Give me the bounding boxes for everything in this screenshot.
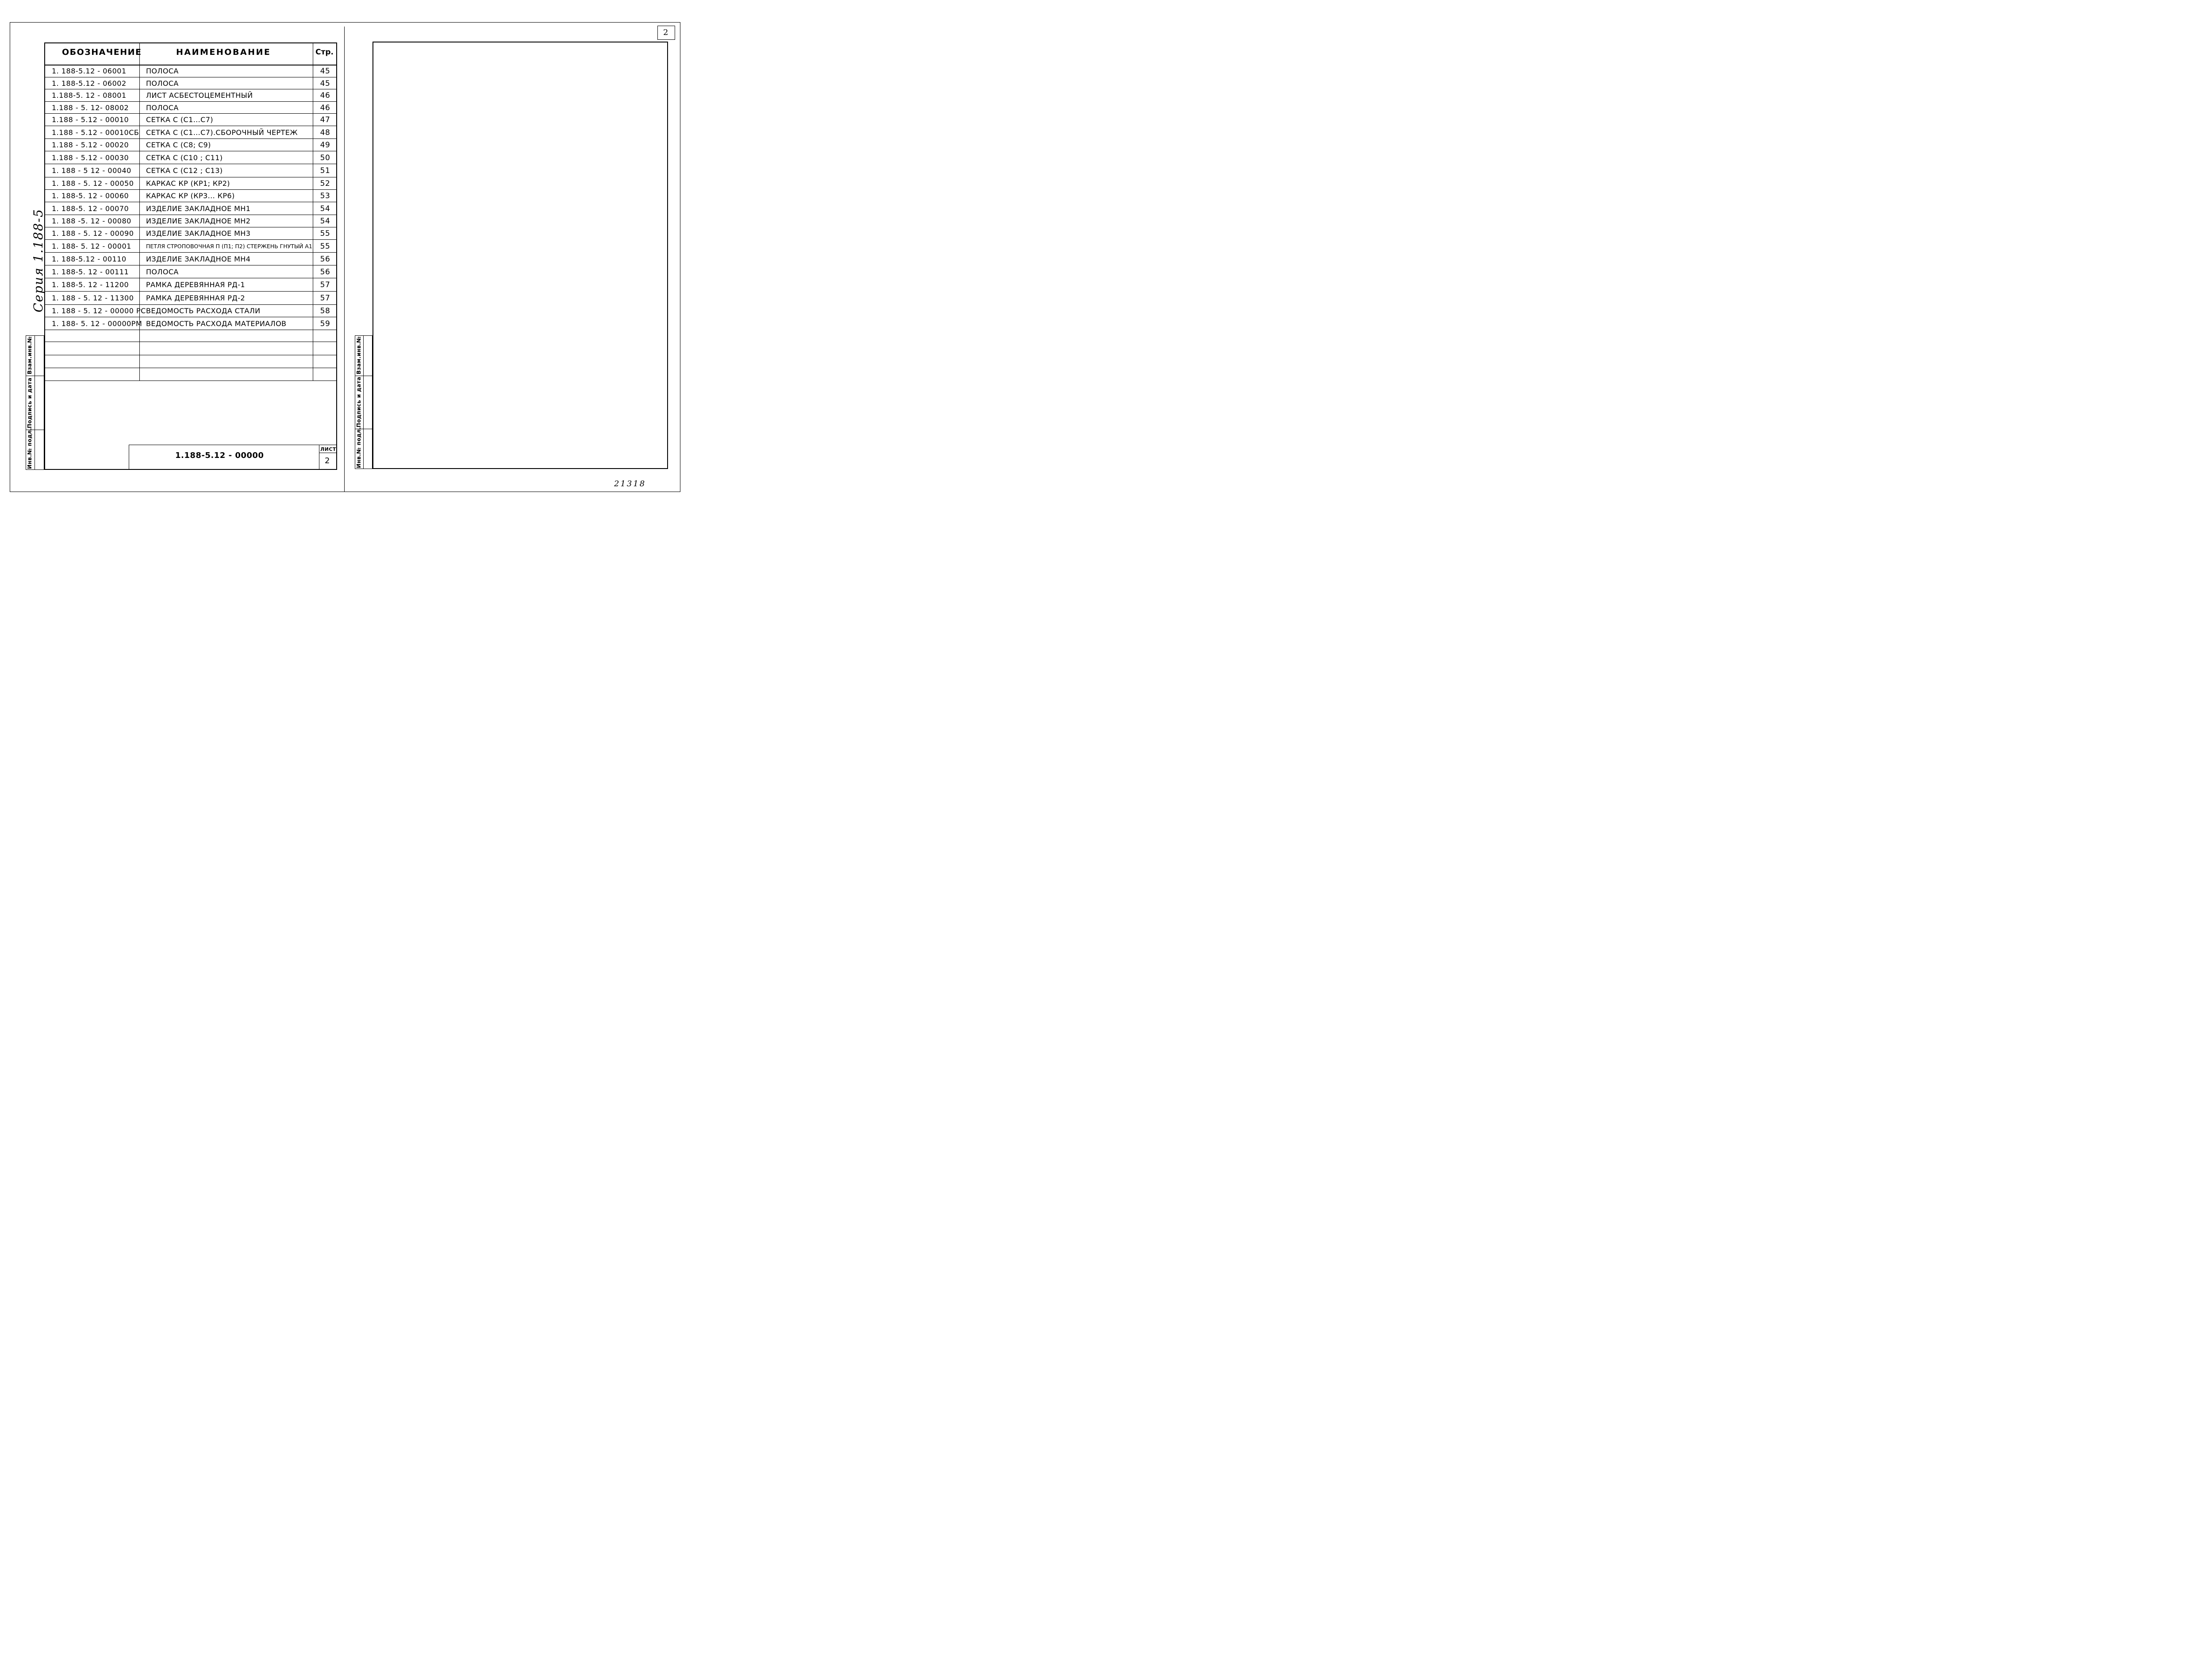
row-name: КАРКАС КР (КР1; КР2) [146,179,230,188]
row-designation: 1. 188- 5. 12 - 00000РМ [52,319,142,328]
row-name: СЕТКА С (С10 ; С11) [146,153,223,162]
row-designation: 1. 188 -5. 12 - 00080 [52,217,131,225]
row-name: РАМКА ДЕРЕВЯННАЯ РД-2 [146,294,245,302]
header-page: Стр. [315,48,334,57]
row-page: 55 [320,242,330,251]
row-page: 50 [320,153,330,162]
row-page: 52 [320,179,330,188]
row-designation: 1. 188-5. 12 - 00060 [52,192,129,200]
row-designation: 1. 188 - 5. 12 - 11300 [52,294,134,302]
row-page: 46 [320,103,330,112]
row-name: ПОЛОСА [146,103,179,112]
row-divider [44,291,337,292]
row-designation: 1.188 - 5.12 - 00010 [52,115,129,124]
row-name: ИЗДЕЛИЕ ЗАКЛАДНОЕ МН3 [146,229,251,238]
row-page: 51 [320,166,330,175]
row-page: 45 [320,67,330,76]
row-designation: 1. 188-5.12 - 06001 [52,67,127,75]
row-name: СЕТКА С (С1...С7).СБОРОЧНЫЙ ЧЕРТЕЖ [146,128,298,137]
header-name: НАИМЕНОВАНИЕ [176,47,271,57]
row-designation: 1. 188 - 5. 12 - 00090 [52,229,134,238]
label-signature-date: Подпись и дата [27,377,33,428]
table-col-divider-1 [139,42,140,381]
row-page: 53 [320,192,330,200]
row-divider [44,113,337,114]
row-name: ИЗДЕЛИЕ ЗАКЛАДНОЕ МН4 [146,254,251,263]
label-replaced-inv: Взам.инв.№ [27,336,33,374]
row-designation: 1. 188 - 5 12 - 00040 [52,166,131,175]
right-main-frame [373,42,668,469]
row-page: 48 [320,128,330,137]
row-name: СЕТКА С (С12 ; С13) [146,166,223,175]
row-name: РАМКА ДЕРЕВЯННАЯ РД-1 [146,281,245,289]
row-name: ПОЛОСА [146,267,179,276]
row-page: 49 [320,141,330,150]
row-name: ИЗДЕЛИЕ ЗАКЛАДНОЕ МН1 [146,204,251,213]
row-designation: 1. 188- 5. 12 - 00001 [52,242,131,250]
row-name: КАРКАС КР (КР3... КР6) [146,192,235,200]
row-divider [44,239,337,240]
row-designation: 1. 188 - 5. 12 - 00000 РС [52,307,146,315]
row-page: 59 [320,319,330,328]
row-name: ВЕДОМОСТЬ РАСХОДА СТАЛИ [146,307,261,315]
row-page: 56 [320,267,330,277]
label-inv-original: Инв.№ подл. [27,427,33,469]
row-page: 56 [320,254,330,264]
row-name: ЛИСТ АСБЕСТОЦЕМЕНТНЫЙ [146,91,253,100]
row-page: 55 [320,229,330,238]
label-signature-date-right: Подпись и дата [356,377,362,427]
row-designation: 1.188 - 5.12 - 00010СБ [52,128,139,137]
row-page: 57 [320,294,330,303]
row-designation: 1.188 - 5.12 - 00030 [52,153,129,162]
row-page: 47 [320,115,330,124]
row-divider [44,304,337,305]
row-page: 58 [320,307,330,315]
row-designation: 1.188-5. 12 - 08001 [52,91,127,100]
row-name: ПОЛОСА [146,67,179,75]
row-page: 45 [320,79,330,88]
row-name: ИЗДЕЛИЕ ЗАКЛАДНОЕ МН2 [146,217,251,225]
row-designation: 1. 188-5. 12 - 00070 [52,204,129,213]
stamp-number: 21318 [614,479,646,488]
row-page: 46 [320,91,330,100]
row-name: СЕТКА С (С1...С7) [146,115,213,124]
row-name: ВЕДОМОСТЬ РАСХОДА МАТЕРИАЛОВ [146,319,287,328]
row-divider [44,138,337,139]
row-designation: 1. 188-5.12 - 00110 [52,254,127,263]
row-divider [44,189,337,190]
sheet-number-top: 2 [663,28,668,37]
row-designation: 1. 188-5.12 - 06002 [52,79,127,88]
row-page: 54 [320,204,330,213]
row-name: ПОЛОСА [146,79,179,88]
title-block-code: 1.188-5.12 - 00000 [175,451,264,460]
row-designation: 1. 188-5. 12 - 11200 [52,281,129,289]
title-block-sheet-number: 2 [325,456,330,465]
row-divider [44,252,337,253]
row-divider [44,101,337,102]
fold-line [344,27,345,492]
label-replaced-inv-right: Взам.инв.№ [356,336,362,374]
side-stamp-divider [363,335,364,469]
label-inv-original-right: Инв.№ подл. [356,427,362,468]
header-designation: ОБОЗНАЧЕНИЕ [62,47,142,57]
row-page: 57 [320,281,330,289]
row-name: ПЕТЛЯ СТРОПОВОЧНАЯ П (П1; П2) СТЕРЖЕНЬ ГНУТЫЙ А1 [146,242,312,250]
row-designation: 1.188 - 5. 12- 08002 [52,103,129,112]
series-handwritten: Серия 1.188-5 [31,208,46,312]
row-name: СЕТКА С (С8; С9) [146,141,211,149]
row-page: 54 [320,217,330,226]
row-designation: 1. 188-5. 12 - 00111 [52,267,129,276]
row-designation: 1.188 - 5.12 - 00020 [52,141,129,149]
title-block-sheet-label: ЛИСТ [320,446,336,452]
row-designation: 1. 188 - 5. 12 - 00050 [52,179,134,188]
